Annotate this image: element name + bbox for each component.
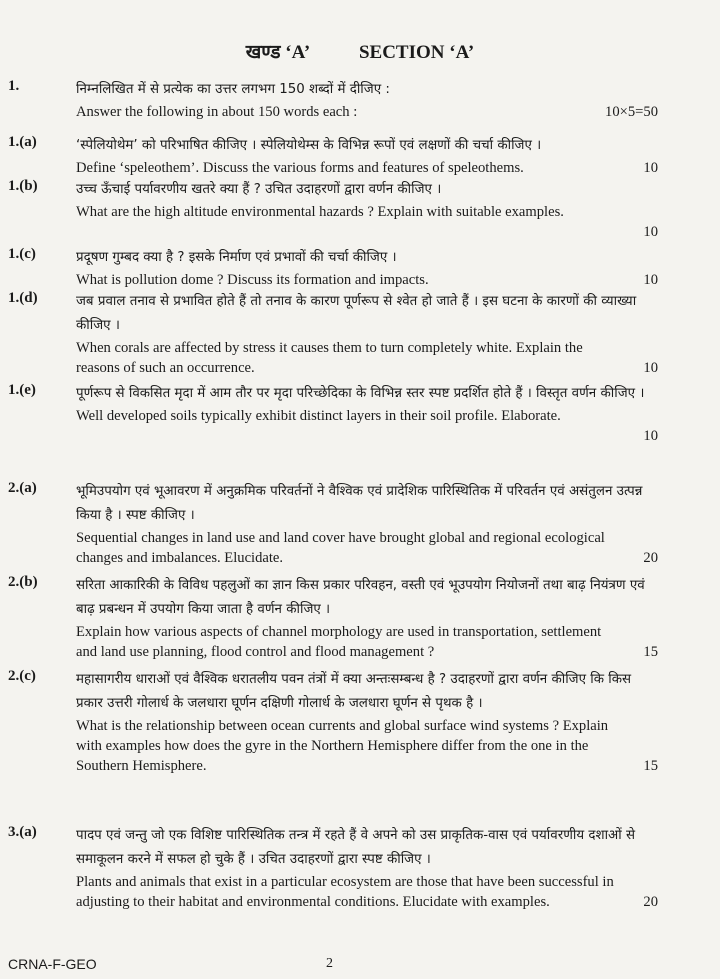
question-number: 1.(a) [8,134,37,150]
question-number: 3.(a) [8,824,37,840]
question-number: 1.(d) [8,290,38,306]
question-marks: 10×5=50 [605,104,658,120]
question-number: 2.(c) [8,668,36,684]
question-text-hindi: महासागरीय धाराओं एवं वैश्विक धरातलीय पवन तंत्रों में क्या अन्तःसम्बन्ध है ? उदाहरणों द्वारा वर्णन कीजिए कि किस प्रकार उत्तरी गोलार्ध के जलधारा घूर्णन दक्षिणी गोलार्ध के जलधारा घूर्णन से पृथक है । [76,672,632,711]
question-text-english: Plants and animals that exist in a particular ecosystem are those that have been successful in adjusting to their habitat and environmental conditions. Elucidate with examples. [76,874,614,910]
question-text-hindi: ‘स्पेलियोथेम’ को परिभाषित कीजिए । स्पेलियोथेम्स के विभिन्न रूपों एवं लक्षणों की चर्चा कीजिए । [76,138,542,153]
question-marks: 10 [643,360,658,376]
question-text-hindi: जब प्रवाल तनाव से प्रभावित होते हैं तो तनाव के कारण पूर्णरूप से श्वेत हो जाते हैं । इस घटना के कारणों की व्याख्या कीजिए । [76,294,637,333]
question-number: 1.(e) [8,382,36,398]
section-heading [0,38,720,64]
question-text-english: Well developed soils typically exhibit distinct layers in their soil profile. Elaborate. [76,408,561,424]
question-marks: 15 [643,644,658,660]
question-text-english: Answer the following in about 150 words each : [76,104,358,120]
question-number: 2.(b) [8,574,38,590]
question-marks: 20 [643,894,658,910]
question-marks: 10 [643,272,658,288]
question-marks: 20 [643,550,658,566]
question-text-english: Sequential changes in land use and land cover have brought global and regional ecological changes and imbalances. Elucidate. [76,530,605,566]
question-number: 1.(b) [8,178,38,194]
question-marks: 10 [643,224,658,240]
question-text-hindi: प्रदूषण गुम्बद क्या है ? इसके निर्माण एवं प्रभावों की चर्चा कीजिए । [76,250,397,265]
question-number: 2.(a) [8,480,37,496]
question-number: 1. [8,78,20,94]
question-text-english: Define ‘speleothem’. Discuss the various forms and features of speleothems. [76,160,524,176]
page-number: 2 [326,956,333,971]
question-text-english: What is pollution dome ? Discuss its formation and impacts. [76,272,429,288]
section-heading-hindi: खण्ड ‘A’ [245,42,311,63]
question-number: 1.(c) [8,246,36,262]
question-text-hindi: भूमिउपयोग एवं भूआवरण में अनुक्रमिक परिवर्तनों ने वैश्विक एवं प्रादेशिक पारिस्थितिक में परिवर्तन एवं असंतुलन उत्पन्न किया है । स्पष्ट कीजिए । [76,484,643,523]
question-text-english: When corals are affected by stress it causes them to turn completely white. Explain the reasons of such an occurrence. [76,340,583,376]
question-marks: 15 [643,758,658,774]
question-text-hindi: सरिता आकारिकी के विविध पहलुओं का ज्ञान किस प्रकार परिवहन, वस्ती एवं भूउपयोग नियोजनों तथा बाढ़ नियंत्रण एवं बाढ़ प्रबन्धन में उपयोग किया जाता है वर्णन कीजिए । [76,578,645,617]
question-text-hindi: पादप एवं जन्तु जो एक विशिष्ट पारिस्थितिक तन्त्र में रहते हैं वे अपने को उस प्राकृतिक-वास एवं पर्यावरणीय दशाओं से समाकूलन करने में सफल हो चुके हैं । उचित उदाहरणों द्वारा स्पष्ट कीजिए । [76,828,636,867]
question-text-hindi: उच्च ऊँचाई पर्यावरणीय खतरे क्या हैं ? उचित उदाहरणों द्वारा वर्णन कीजिए । [76,182,442,197]
question-text-english: Explain how various aspects of channel morphology are used in transportation, settlement and land use planning, flood control and flood management ? [76,624,602,660]
question-text-english: What is the relationship between ocean currents and global surface wind systems ? Explain with examples how does the gyre in the Northern Hemisphere differ from the one in the Southern Hemisphere. [76,718,609,774]
section-heading-english: SECTION ‘A’ [358,42,475,63]
question-text-english: What are the high altitude environmental hazards ? Explain with suitable examples. [76,204,564,220]
question-marks: 10 [643,160,658,176]
question-marks: 10 [643,428,658,444]
question-text-hindi: पूर्णरूप से विकसित मृदा में आम तौर पर मृदा परिच्छेदिका के विभिन्न स्तर स्पष्ट प्रदर्शित होते हैं । विस्तृत वर्णन कीजिए । [76,386,645,401]
question-text-hindi: निम्नलिखित में से प्रत्येक का उत्तर लगभग 150 शब्दों में दीजिए : [76,82,390,97]
paper-code: CRNA-F-GEO [8,956,97,972]
